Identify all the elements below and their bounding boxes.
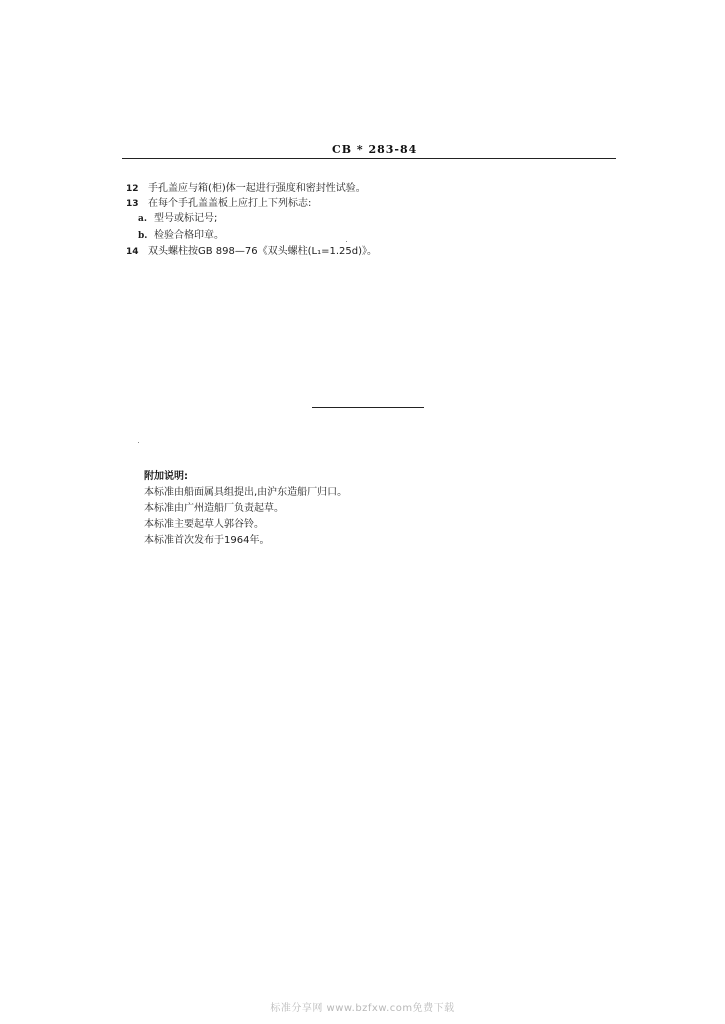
site-watermark: 标准分享网 www.bzfxw.com免费下载 xyxy=(270,1003,455,1014)
clause-13-item-a xyxy=(138,213,217,225)
item-text: 检验合格印章。 xyxy=(154,230,224,241)
standard-code: CB * 283-84 xyxy=(332,143,418,156)
header-rule xyxy=(122,158,616,159)
clause-14 xyxy=(126,246,377,258)
clause-number: 14 xyxy=(126,247,139,257)
additional-notes-title: 附加说明: xyxy=(144,471,188,482)
clause-12 xyxy=(126,183,366,195)
clause-text: 在每个手孔盖盖板上应打上下列标志: xyxy=(148,198,312,209)
clause-13-item-b xyxy=(138,230,224,242)
note-line: 本标准主要起草人郭谷铃。 xyxy=(144,519,264,530)
item-label: b. xyxy=(138,231,148,241)
note-line: 本标准首次发布于1964年。 xyxy=(144,535,270,546)
item-text: 型号或标记号; xyxy=(154,213,218,224)
clause-text: 双头螺柱按GB 898—76《双头螺柱(L₁=1.25d)》。 xyxy=(148,246,377,257)
note-line: 本标准由广州造船厂负责起草。 xyxy=(144,503,284,514)
item-label: a. xyxy=(138,214,147,224)
scan-speck xyxy=(346,241,347,242)
note-line: 本标准由船面属具组提出,由沪东造船厂归口。 xyxy=(144,487,348,498)
scan-speck xyxy=(138,442,139,443)
clause-number: 13 xyxy=(126,199,139,209)
clause-13 xyxy=(126,198,311,210)
clause-text: 手孔盖应与箱(柜)体一起进行强度和密封性试验。 xyxy=(148,183,366,194)
end-of-text-rule xyxy=(312,407,424,408)
clause-number: 12 xyxy=(126,184,139,194)
